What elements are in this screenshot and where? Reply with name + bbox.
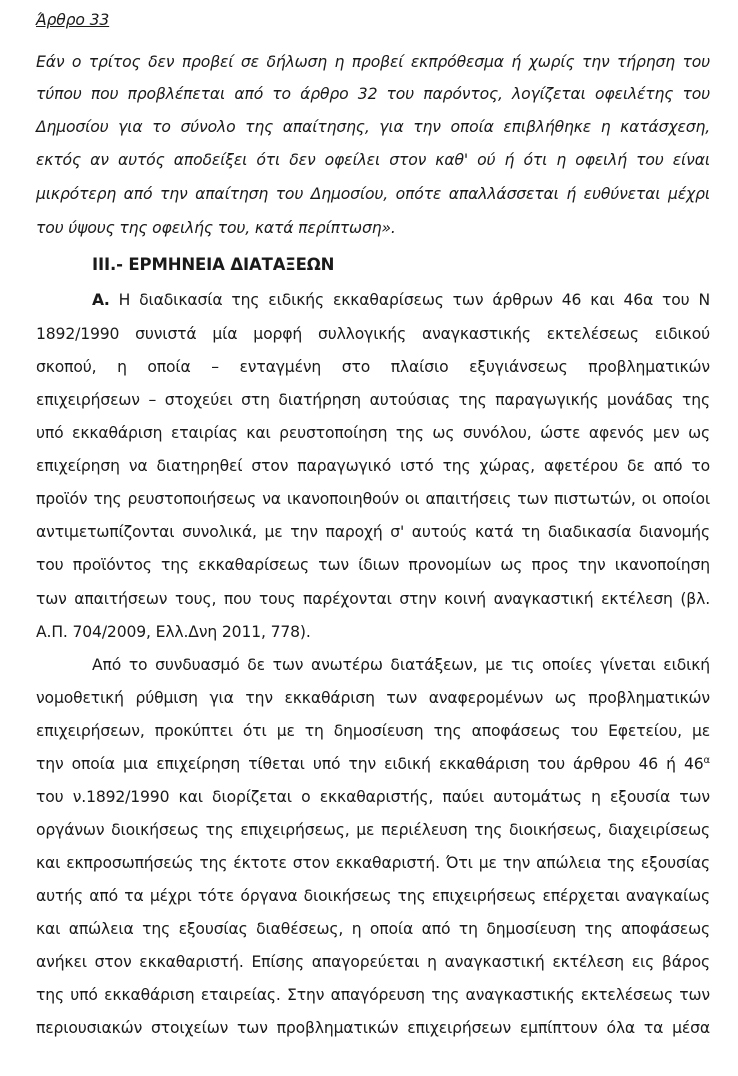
paragraph-a-line: του προϊόντος της εκκαθαρίσεως των ίδιων προνομίων ως προς την ικανοποίηση (36, 556, 710, 574)
paragraph-b-line: νομοθετική ρύθμιση για την εκκαθάριση των αναφερομένων ως προβληματικών (36, 689, 710, 707)
paragraph-a-line: επιχειρήσεων – στοχεύει στη διατήρηση αυτούσιας της παραγωγικής μονάδας της (36, 391, 710, 409)
paragraph-b-line-with-superscript (36, 754, 710, 774)
paragraph-b-line: του ν.1892/1990 και διορίζεται ο εκκαθαριστής, παύει αυτομάτως η εξουσία των (36, 788, 710, 806)
paragraph-b-line: και εκπροσωπήσεώς της έκτοτε στον εκκαθαριστή. Ότι με την απώλεια της εξουσίας (36, 854, 710, 872)
section-title: ΙΙΙ.- ΕΡΜΗΝΕΙΑ ΔΙΑΤΑΞΕΩΝ (92, 255, 335, 274)
article-line: Δημοσίου για το σύνολο της απαίτησης, για την οποία επιβλήθηκε η κατάσχεση, (36, 118, 710, 136)
paragraph-a-line: των απαιτήσεων τους, που τους παρέχονται στην κοινή αναγκαστική εκτέλεση (βλ. (36, 590, 710, 608)
paragraph-a-line: σκοπού, η οποία – ενταγμένη στο πλαίσιο εξυγιάνσεως προβληματικών (36, 358, 710, 376)
paragraph-a-line: υπό εκκαθάριση εταιρίας και ρευστοποίηση της ως συνόλου, ώστε αφενός μεν ως (36, 424, 710, 442)
paragraph-b-line: οργάνων διοικήσεως της επιχειρήσεως, με περιέλευση της διοικήσεως, διαχειρίσεως (36, 821, 710, 839)
paragraph-b-line: και απώλεια της εξουσίας διαθέσεως, η οποία από τη δημοσίευση της αποφάσεως (36, 920, 710, 938)
article-line: Εάν ο τρίτος δεν προβεί σε δήλωση η προβεί εκπρόθεσμα ή χωρίς την τήρηση του (36, 53, 710, 71)
paragraph-a-line: επιχείρηση να διατηρηθεί στον παραγωγικό ιστό της χώρας, αφετέρου δε από το (36, 457, 710, 475)
paragraph-b-line: επιχειρήσεων, προκύπτει ότι με τη δημοσίευση της αποφάσεως του Εφετείου, με (36, 722, 710, 740)
paragraph-b-line: της υπό εκκαθάριση εταιρείας. Στην απαγόρευση της αναγκαστικής εκτελέσεως των (36, 986, 710, 1004)
paragraph-b-line: αυτής από τα μέχρι τότε όργανα διοικήσεως της επιχειρήσεως επέρχεται αναγκαίως (36, 887, 710, 905)
paragraph-b-line: ανήκει στον εκκαθαριστή. Επίσης απαγορεύεται η αναγκαστική εκτέλεση εις βάρος (36, 953, 710, 971)
paragraph-a-line: προϊόν της ρευστοποιήσεως να ικανοποιηθούν οι απαιτήσεις των πιστωτών, οι οποίοι (36, 490, 710, 508)
article-line: μικρότερη από την απαίτηση του Δημοσίου, οπότε απαλλάσσεται ή ευθύνεται μέχρι (36, 185, 710, 203)
superscript-alpha: α (703, 754, 710, 766)
paragraph-a-line: Α.Π. 704/2009, Ελλ.Δνη 2011, 778). (36, 623, 311, 641)
article-line: εκτός αν αυτός αποδείξει ότι δεν οφείλει στον καθ' ού ή ότι η οφειλή του είναι (36, 151, 710, 169)
paragraph-b-first-line: Από το συνδυασμό δε των ανωτέρω διατάξεων, με τις οποίες γίνεται ειδική (92, 656, 710, 674)
paragraph-a-first-text: Η διαδικασία της ειδικής εκκαθαρίσεως των άρθρων 46 και 46α του Ν (118, 291, 710, 309)
article-heading: Άρθρο 33 (36, 11, 110, 29)
article-line: τύπου που προβλέπεται από το άρθρο 32 του παρόντος, λογίζεται οφειλέτης του (36, 85, 710, 103)
paragraph-a-line: 1892/1990 συνιστά μία μορφή συλλογικής αναγκαστικής εκτελέσεως ειδικού (36, 325, 710, 343)
paragraph-a-label: Α. (92, 291, 110, 309)
paragraph-a-line: αντιμετωπίζονται συνολικά, με την παροχή σ' αυτούς κατά τη διαδικασία διανομής (36, 523, 710, 541)
paragraph-a-first-line (92, 290, 710, 310)
paragraph-b-line: περιουσιακών στοιχείων των προβληματικών επιχειρήσεων εμπίπτουν όλα τα μέσα (36, 1019, 710, 1037)
paragraph-b-line-text: την οποία μια επιχείρηση τίθεται υπό την ειδική εκκαθάριση του άρθρου 46 ή 46 (36, 755, 704, 773)
article-line: του ύψους της οφειλής του, κατά περίπτωση». (36, 219, 396, 237)
